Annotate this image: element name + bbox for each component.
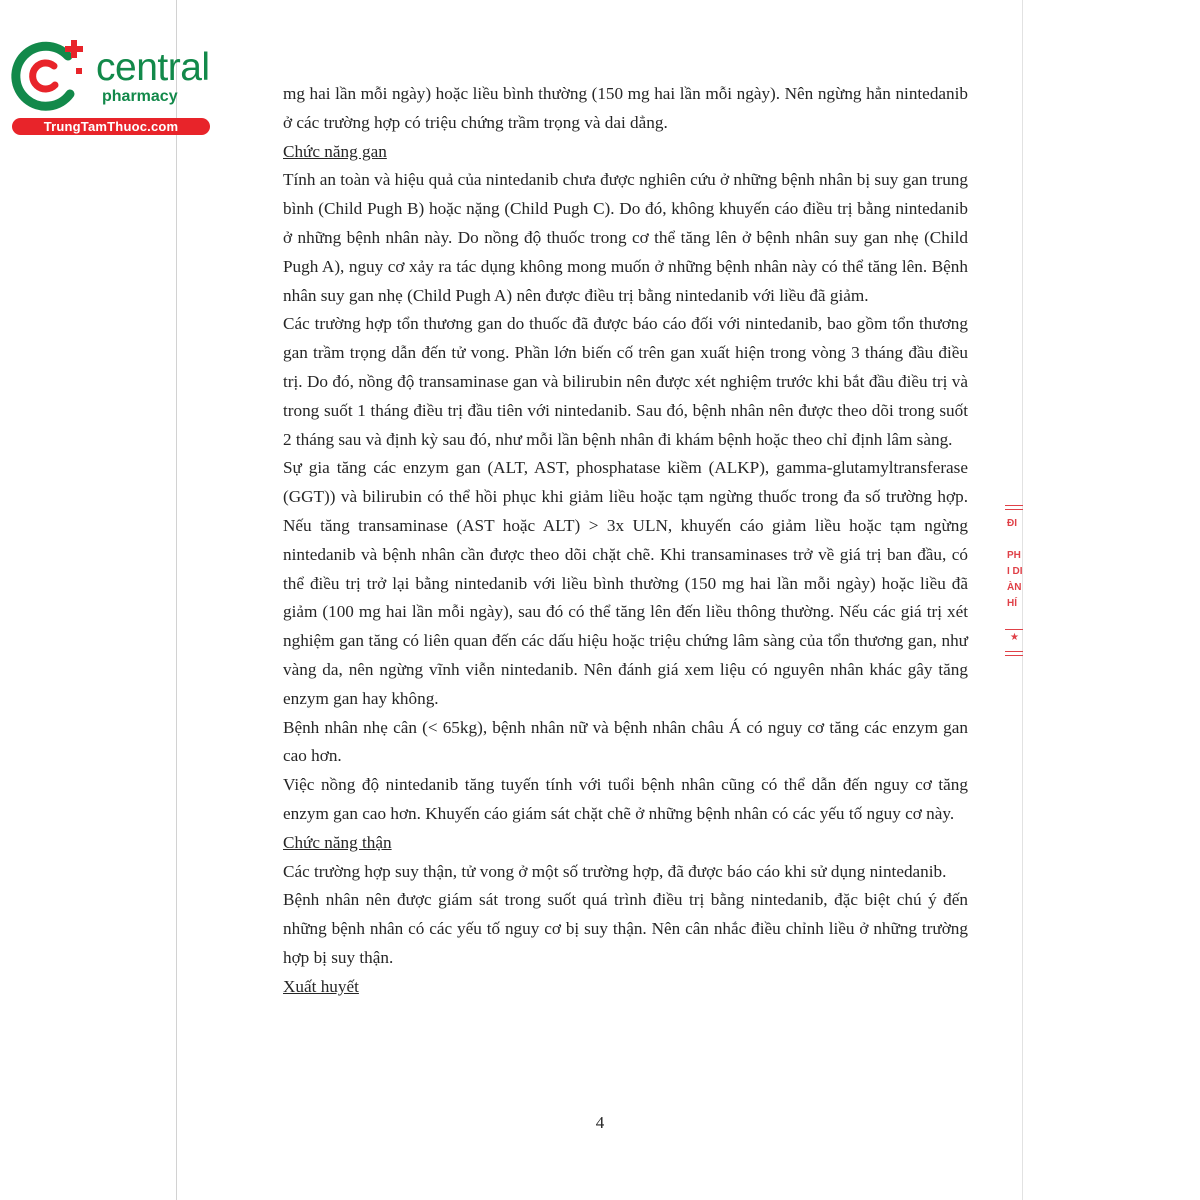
stamp-line: [1005, 651, 1023, 652]
stamp-text: ĐI: [1007, 518, 1017, 529]
paragraph-liver-impairment: Tính an toàn và hiệu quả của nintedanib chưa được nghiên cứu ở những bệnh nhân bị suy gan trung bình (Child Pugh B) hoặc nặng (Child Pugh C). Do đó, không khuyến cáo điều trị bằng nintedanib ở những bệnh nhân này. Do nồng độ thuốc trong cơ thể tăng lên ở bệnh nhân suy gan nhẹ (Child Pugh A), nguy cơ xảy ra tác dụng không mong muốn ở những bệnh nhân này có thể tăng lên. Bệnh nhân suy gan nhẹ (Child Pugh A) nên được điều trị bằng nintedanib với liều đã giảm.: [283, 170, 968, 305]
brand-tagline: pharmacy: [102, 88, 178, 105]
website-link[interactable]: TrungTamThuoc.com: [12, 118, 210, 135]
paragraph-liver-enzymes: Sự gia tăng các enzym gan (ALT, AST, phosphatase kiềm (ALKP), gamma-glutamyltransferase (GGT)) và bilirubin có thể hồi phục khi giảm liều hoặc tạm ngừng thuốc trong đa số trường hợp. Nếu tăng transaminase (AST hoặc ALT) > 3x ULN, khuyến cáo giảm liều hoặc tạm ngừng nintedanib và bệnh nhân cần được theo dõi chặt chẽ. Khi transaminases trở về giá trị ban đầu, có thể điều trị trở lại bằng nintedanib với liều bình thường (150 mg hai lần mỗi ngày) hoặc liều đã giảm (100 mg hai lần mỗi ngày), sau đó có thể tăng lên đến liều thông thường. Nếu các giá trị xét nghiệm gan tăng có liên quan đến các dấu hiệu hoặc triệu chứng lâm sàng của tổn thương gan, như vàng da, nên ngừng vĩnh viễn nintedanib. Nên đánh giá xem liệu có nguyên nhân khác gây tăng enzym gan hay không.: [283, 458, 968, 708]
stamp-line: [1005, 505, 1023, 506]
heading-bleeding: Xuất huyết: [283, 976, 359, 996]
paragraph-age-risk: Việc nồng độ nintedanib tăng tuyến tính với tuổi bệnh nhân cũng có thể dẫn đến nguy cơ tăng enzym gan cao hơn. Khuyến cáo giám sát chặt chẽ ở những bệnh nhân có các yếu tố nguy cơ này.: [283, 775, 968, 823]
page-number: 4: [595, 1113, 605, 1132]
stamp-line: [1005, 655, 1023, 656]
paragraph-risk-groups: Bệnh nhân nhẹ cân (< 65kg), bệnh nhân nữ và bệnh nhân châu Á có nguy cơ tăng các enzym gan cao hơn.: [283, 717, 968, 766]
brand-name: central: [96, 46, 210, 89]
stamp-line: [1005, 629, 1023, 630]
central-pharmacy-logo[interactable]: [10, 38, 215, 138]
paragraph-drug-induced-liver-injury: Các trường hợp tổn thương gan do thuốc đã được báo cáo đối với nintedanib, bao gồm tổn thương gan trầm trọng dẫn đến tử vong. Phần lớn biến cố trên gan xuất hiện trong vòng 3 tháng đầu điều trị. Do đó, nồng độ transaminase gan và bilirubin nên được xét nghiệm trước khi bắt đầu điều trị và trong suốt 1 tháng điều trị đầu tiên với nintedanib. Sau đó, bệnh nhân nên được theo dõi trong suốt 2 tháng sau và định kỳ sau đó, như mỗi lần bệnh nhân đi khám bệnh hoặc theo chỉ định lâm sàng.: [283, 314, 968, 449]
stamp-text: PH: [1007, 550, 1021, 561]
document-body: [283, 80, 968, 1002]
paragraph-renal-monitoring: Bệnh nhân nên được giám sát trong suốt quá trình điều trị bằng nintedanib, đặc biệt chú ý đến những bệnh nhân có các yếu tố nguy cơ bị suy thận. Nên cân nhắc điều chỉnh liều ở những trường hợp bị suy thận.: [283, 890, 968, 967]
red-stamp-fragment: [1005, 505, 1027, 660]
heading-liver-function: Chức năng gan: [283, 141, 387, 161]
stamp-line: [1005, 509, 1023, 510]
stamp-text: I DI: [1007, 566, 1023, 577]
stamp-text: ÀN: [1007, 582, 1022, 593]
pharmacy-c-logo-icon: [10, 38, 92, 116]
star-icon: ★: [1010, 632, 1019, 643]
heading-kidney-function: Chức năng thận: [283, 832, 392, 852]
page-edge-left: [176, 0, 177, 1200]
stamp-text: HÍ: [1007, 598, 1017, 609]
paragraph-renal-failure: Các trường hợp suy thận, tử vong ở một số trường hợp, đã được báo cáo khi sử dụng nintedanib.: [283, 861, 947, 881]
paragraph-dose-continuation: mg hai lần mỗi ngày) hoặc liều bình thường (150 mg hai lần mỗi ngày). Nên ngừng hẳn nintedanib ở các trường hợp có triệu chứng trầm trọng và dai dẳng.: [283, 84, 968, 132]
